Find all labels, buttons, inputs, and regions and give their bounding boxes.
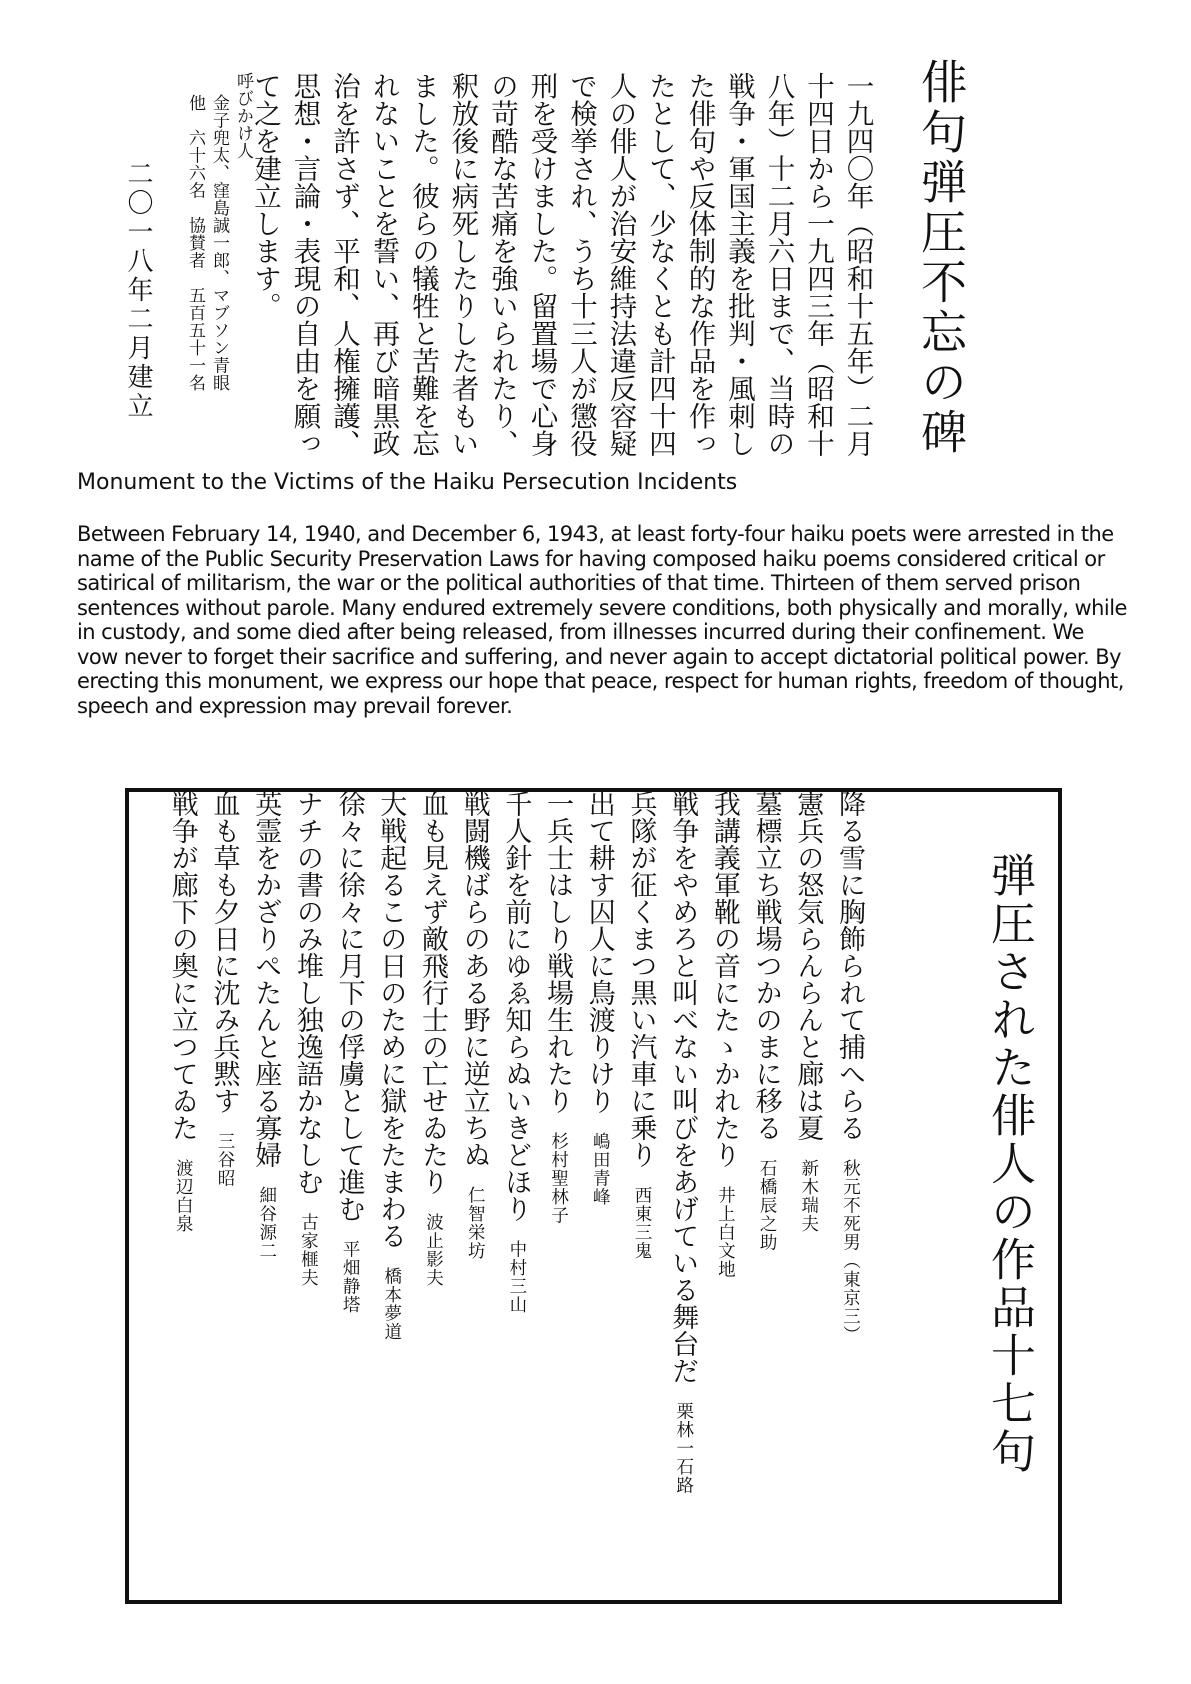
haiku-author: 嶋田青峰 (590, 1132, 611, 1206)
haiku-text: 降る雪に胸飾られて捕へらる (834, 790, 865, 1141)
sponsors-names: 金子兜太、窪島誠一郎、マブソン青眼 (209, 94, 229, 392)
monument-body-line: の苛酷な苦痛を強いられたり、 (486, 72, 518, 457)
haiku-author: 橋本夢道 (381, 1267, 402, 1341)
monument-title: 俳句弾圧不忘の碑 (914, 58, 968, 458)
haiku-author: 波止影夫 (423, 1213, 444, 1287)
monument-body-line: れないことを誓い、再び暗黒政 (367, 72, 400, 457)
haiku-text: 戦争が廊下の奥に立つてゐた (166, 790, 198, 1141)
monument-body-line: た俳句や反体制的な作品を作っ (683, 72, 716, 457)
haiku-text: 我講義軍靴の音にたゝかれたり (708, 790, 740, 1168)
sponsors-heading: 呼びかけ人 (233, 72, 253, 160)
haiku-text: 兵隊が征くまつ黒い汽車に乗り (625, 790, 657, 1168)
haiku-text: 戦闘機ばらのある野に逆立ちぬ (458, 790, 490, 1168)
monument-body-line: 人の俳人が治安維持法違反容疑 (604, 72, 637, 457)
monument-body-line: 思想・言論・表現の自由を願っ (288, 72, 321, 457)
haiku-author: 石橋辰之助 (757, 1159, 778, 1252)
haiku-box (125, 788, 1062, 1604)
monument-body-line: 一九四〇年（昭和十五年）二月 (841, 72, 874, 457)
haiku-author: 新木瑞夫 (798, 1159, 819, 1233)
haiku-text: 出て耕す囚人に鳥渡りけり (583, 790, 615, 1114)
haiku-text: 千人針を前にゆゑ知らぬいきどほり (500, 790, 532, 1222)
monument-body-line: ました。彼らの犠牲と苦難を忘 (407, 72, 439, 457)
monument-body-line: て之を建立します。 (249, 72, 281, 320)
english-body: Between February 14, 1940, and December 6, 1943, at least forty-four haiku poets were arrested in the name of the Public Security Preservation Laws for having composed haiku poems considered critical or satirical of militarism, the war or the political authorities of that time. Thirteen of them served prison sentences without parole. Many endured extremely severe conditions, both physically and morally, while in custody, and some died after being released, from illnesses incurred during their confinement. We vow never to forget their sacrifice and suffering, and never again to accept dictatorial political power. By erecting this monument, we express our hope that peace, respect for human rights, freedom of thought, speech and expression may prevail forever. (77, 522, 1127, 718)
haiku-author: 平畑静塔 (340, 1240, 361, 1314)
monument-body-line: 刑を受けました。留置場で心身 (525, 72, 558, 457)
haiku-text: 戦争をやめろと叫べない叫びをあげている舞台だ (667, 790, 699, 1384)
haiku-text: 血も見えず敵飛行士の亡せゐたり (417, 790, 448, 1195)
haiku-author: 杉村聖林子 (548, 1132, 569, 1225)
monument-body-line: 戦争・軍国主義を批判・風刺し (723, 72, 755, 457)
haiku-text: 憲兵の怒気らんらんと廊は夏 (792, 790, 824, 1141)
haiku-author: 秋元不死男（東京三） (840, 1159, 861, 1344)
haiku-box-title: 弾圧された俳人の作品十七句 (983, 852, 1036, 1476)
haiku-text: 一兵士はしり戦場生れたり (542, 790, 574, 1114)
monument-body-line: 治を許さず、平和、人権擁護、 (328, 72, 360, 457)
sponsors-count: 他 六十六名 協賛者 五百五十一名 (185, 94, 205, 392)
english-title: Monument to the Victims of the Haiku Persecution Incidents (77, 470, 738, 495)
haiku-text: 徐々に徐々に月下の俘虜として進む (333, 790, 365, 1222)
haiku-author: 細谷源二 (256, 1186, 277, 1260)
monument-body-line: 釈放後に病死したりした者もい (446, 72, 479, 457)
haiku-author: 仁智栄坊 (465, 1186, 486, 1260)
haiku-text: 大戦起るこの日のために獄をたまわる (375, 790, 407, 1249)
haiku-author: 三谷昭 (215, 1132, 235, 1188)
monument-body-line: 八年）十二月六日まで、当時の (762, 72, 795, 457)
monument-body-line: で検挙され、うち十三人が懲役 (565, 72, 597, 457)
haiku-author: 古家榧夫 (298, 1213, 319, 1287)
haiku-text: ナチの書のみ堆し独逸語かなしむ (291, 790, 323, 1195)
haiku-author: 中村三山 (506, 1240, 527, 1314)
monument-body-line: たとして、少なくとも計四十四 (644, 72, 676, 457)
haiku-author: 栗林一石路 (673, 1402, 694, 1495)
haiku-text: 英霊をかざりぺたんと座る寡婦 (250, 790, 282, 1168)
haiku-author: 西東三鬼 (632, 1186, 652, 1260)
haiku-author: 渡辺白泉 (173, 1159, 194, 1233)
haiku-author: 井上白文地 (715, 1186, 736, 1279)
monument-body-line: 十四日から一九四三年（昭和十 (802, 72, 834, 457)
erection-date: 二〇一八年二月建立 (123, 160, 153, 421)
haiku-text: 血も草も夕日に沈み兵黙す (208, 790, 240, 1114)
haiku-text: 墓標立ち戦場つかのまに移る (750, 790, 782, 1141)
